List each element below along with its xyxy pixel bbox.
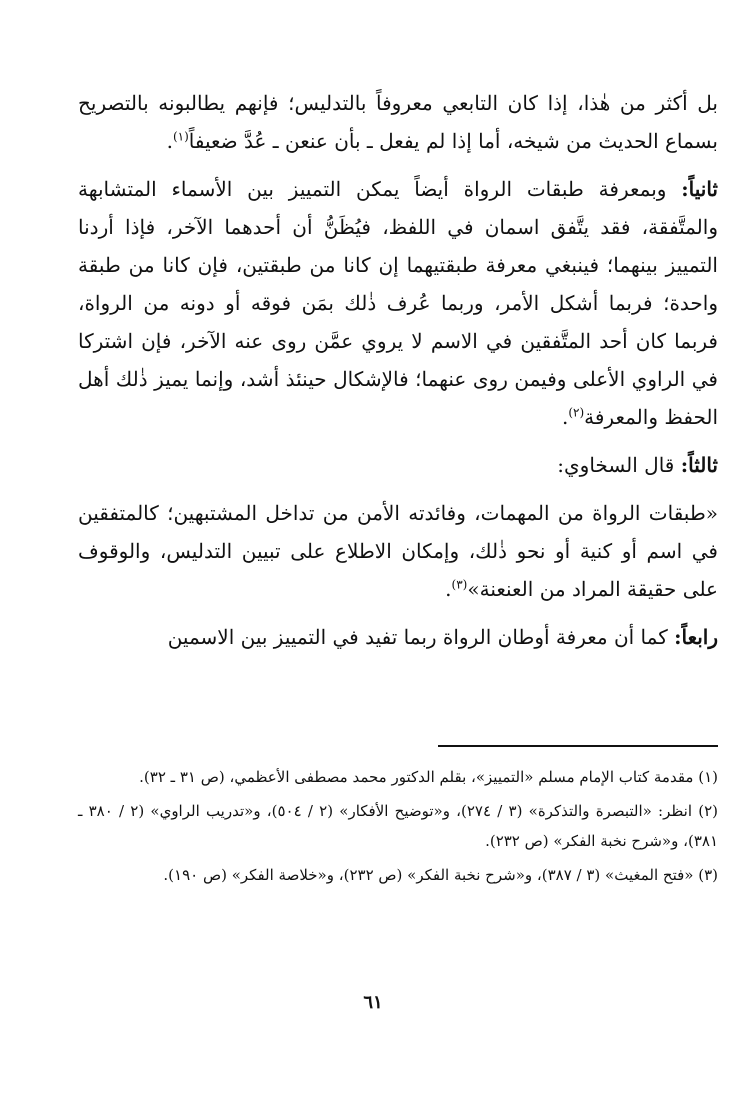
footnote-ref-1: (١) bbox=[172, 129, 189, 144]
footnote-2: (٢) انظر: «التبصرة والتذكرة» (٣ / ٢٧٤)، و«توضيح الأفكار» (٢ / ٥٠٤)، و«تدريب الراوي» (٢ / ٣٨٠ ـ ٣٨١)، و«شرح نخبة الفكر» (ص ٢٣٢). bbox=[78, 802, 718, 850]
paragraph-2-text: وبمعرفة طبقات الرواة أيضاً يمكن التمييز بين الأسماء المتشابهة والمتَّفقة، فقد يتَّفق اسمان في اللفظ، فيُظَنُّ أن أحدهما الآخر، فإذا أردنا التمييز بينهما؛ فينبغي معرفة طبقتيهما إن كانا من طبقتين، فإن كانا من طبقة واحدة؛ فربما أشكل الأمر، وربما عُرف ذٰلك بمَن فوقه أو دونه من الرواة، فربما كان أحد المتَّفقين في الاسم لا يروي عمَّن روى عنه الآخر، فإن اشتركا في الراوي الأعلى وفيمن روى عنهما؛ فالإشكال حينئذ أشد، وإنما يميز ذٰلك أهل الحفظ والمعرفة bbox=[78, 177, 718, 429]
paragraph-2-lead: ثانياً: bbox=[681, 177, 718, 201]
paragraph-4 bbox=[78, 618, 718, 656]
paragraph-3-text: قال السخاوي: bbox=[557, 453, 681, 477]
main-text bbox=[78, 84, 718, 666]
footnote-ref-2: (٢) bbox=[568, 405, 585, 420]
quote-text: «طبقات الرواة من المهمات، وفائدته الأمن من تداخل المشتبهين؛ كالمتفقين في اسم أو كنية أو نحو ذٰلك، وإمكان الاطلاع على تبيين التدليس، والوقوف على حقيقة المراد من العنعنة» bbox=[78, 501, 718, 601]
quote-paragraph: «طبقات الرواة من المهمات، وفائدته الأمن من تداخل المشتبهين؛ كالمتفقين في اسم أو كنية أو نحو ذٰلك، وإمكان الاطلاع على تبيين التدليس، والوقوف على حقيقة المراد من العنعنة»$^{(٣)}$. bbox=[78, 501, 718, 601]
paragraph-4-lead: رابعاً: bbox=[674, 625, 718, 649]
footnote-3: (٣) «فتح المغيث» (٣ / ٣٨٧)، و«شرح نخبة الفكر» (ص ٢٣٢)، و«خلاصة الفكر» (ص ١٩٠). bbox=[163, 866, 718, 884]
footnote-1: (١) مقدمة كتاب الإمام مسلم «التمييز»، بقلم الدكتور محمد مصطفى الأعظمي، (ص ٣١ ـ ٣٢). bbox=[139, 768, 718, 786]
paragraph-3-lead: ثالثاً: bbox=[680, 453, 718, 477]
paragraph-1-text: بل أكثر من هٰذا، إذا كان التابعي معروفاً بالتدليس؛ فإنهم يطالبونه بالتصريح بسماع الحديث من شيخه، أما إذا لم يفعل ـ بأن عنعن ـ عُدَّ ضعيفاً bbox=[78, 91, 718, 153]
footnote-ref-3: (٣) bbox=[451, 577, 468, 592]
paragraph-4-text: كما أن معرفة أوطان الرواة ربما تفيد في التمييز بين الاسمين bbox=[167, 625, 675, 649]
paragraph-1: بل أكثر من هٰذا، إذا كان التابعي معروفاً بالتدليس؛ فإنهم يطالبونه بالتصريح بسماع الحديث من شيخه، أما إذا لم يفعل ـ بأن عنعن ـ عُدَّ ضعيفاً$^{(١)}$. bbox=[78, 91, 718, 153]
footnote-divider bbox=[438, 745, 718, 747]
page-number: ٦١ bbox=[363, 992, 383, 1013]
footnotes bbox=[78, 762, 718, 894]
paragraph-2: ثانياً: وبمعرفة طبقات الرواة أيضاً يمكن التمييز بين الأسماء المتشابهة والمتَّفقة، فقد يتَّفق اسمان في اللفظ، فيُظَنُّ أن أحدهما الآخر، فإذا أردنا التمييز بينهما؛ فينبغي معرفة طبقتيهما إن كانا من طبقتين، فإن كانا من طبقة واحدة؛ فربما أشكل الأمر، وربما عُرف ذٰلك بمَن فوقه أو دونه من الرواة، فربما كان أحد المتَّفقين في الاسم لا يروي عمَّن روى عنه الآخر، فإن اشتركا في الراوي الأعلى وفيمن روى عنهما؛ فالإشكال حينئذ أشد، وإنما يميز ذٰلك أهل الحفظ والمعرفة$^{(٢)}$. bbox=[78, 177, 718, 429]
paragraph-3 bbox=[78, 446, 718, 484]
